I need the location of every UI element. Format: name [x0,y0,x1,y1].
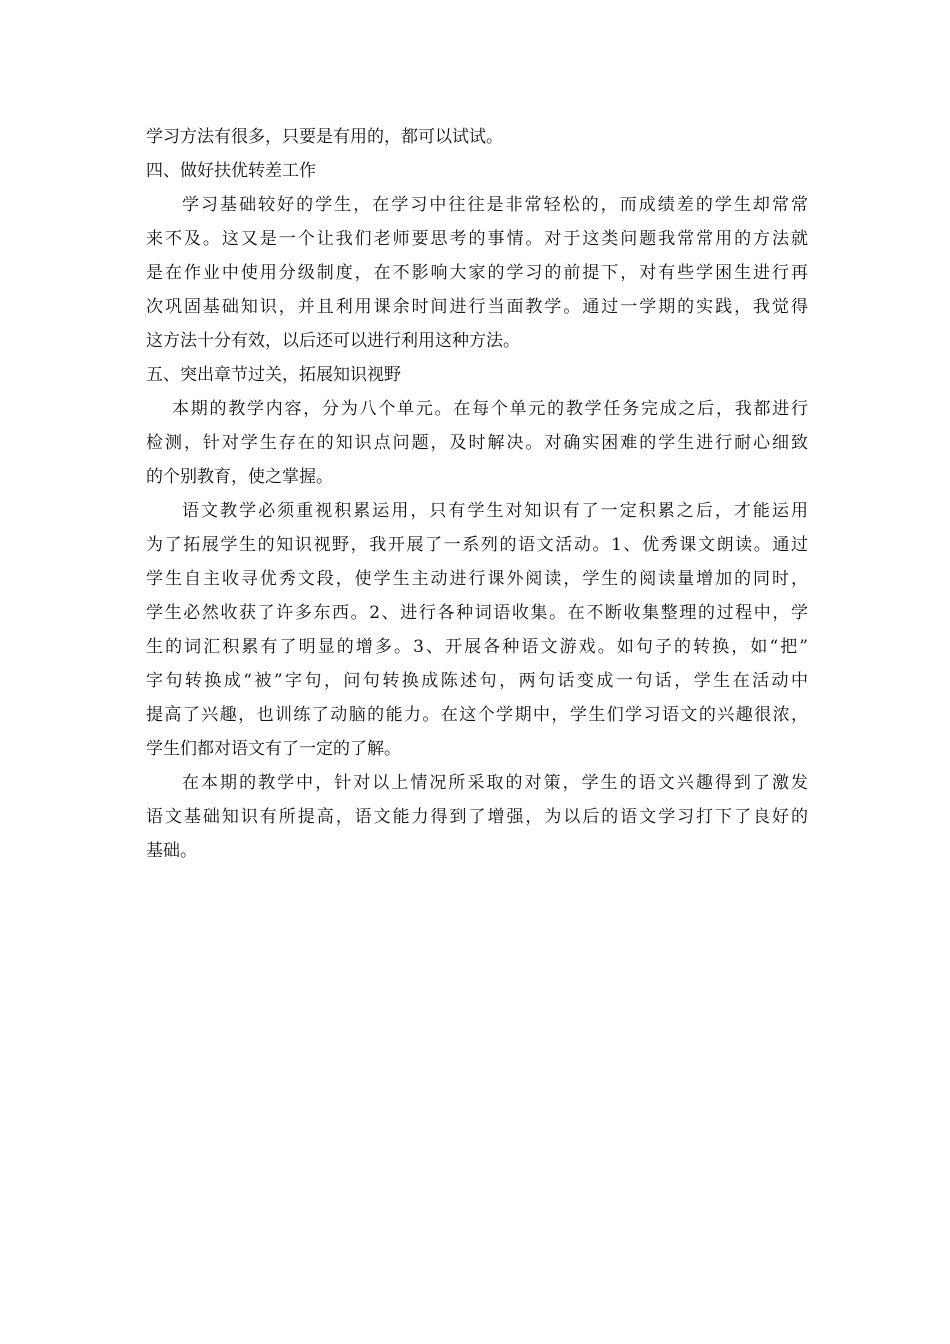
text-line: 字句转换成“被”字句，问句转换成陈述句，两句话变成一句话，学生在活动中 [146,671,808,691]
text-line: 这方法十分有效，以后还可以进行利用这种方法。 [146,331,520,351]
document-body [146,120,808,868]
text-line: 在本期的教学中，针对以上情况所采取的对策，学生的语文兴趣得到了激发 [182,773,808,793]
text-line: 的个别教育，使之掌握。 [146,467,333,487]
text-line: 学习方法有很多，只要是有用的，都可以试试。 [146,127,503,147]
section-heading: 五、突出章节过关，拓展知识视野 [146,365,401,385]
text-line: 为了拓展学生的知识视野，我开展了一系列的语文活动。1、优秀课文朗读。通过 [146,535,808,555]
text-line: 语文教学必须重视积累运用，只有学生对知识有了一定积累之后，才能运用 [182,501,808,521]
text-line: 次巩固基础知识，并且利用课余时间进行当面教学。通过一学期的实践，我觉得 [146,297,808,317]
text-line: 语文基础知识有所提高，语文能力得到了增强，为以后的语文学习打下了良好的 [146,807,808,827]
section-heading: 四、做好扶优转差工作 [146,161,316,181]
text-line: 提高了兴趣，也训练了动脑的能力。在这个学期中，学生们学习语文的兴趣很浓， [146,705,808,725]
text-line: 基础。 [146,841,197,861]
text-line: 本期的教学内容，分为八个单元。在每个单元的教学任务完成之后，我都进行 [172,399,808,419]
text-line: 学生自主收寻优秀文段，使学生主动进行课外阅读，学生的阅读量增加的同时， [146,569,808,589]
text-line: 学生必然收获了许多东西。2、进行各种词语收集。在不断收集整理的过程中，学 [146,603,808,623]
text-line: 学习基础较好的学生，在学习中往往是非常轻松的，而成绩差的学生却常常 [182,195,808,215]
text-line: 检测，针对学生存在的知识点问题，及时解决。对确实困难的学生进行耐心细致 [146,433,808,453]
text-line: 生的词汇积累有了明显的增多。3、开展各种语文游戏。如句子的转换，如“把” [146,637,808,657]
text-line: 来不及。这又是一个让我们老师要思考的事情。对于这类问题我常常用的方法就 [146,229,808,249]
text-line: 学生们都对语文有了一定的了解。 [146,739,401,759]
text-line: 是在作业中使用分级制度，在不影响大家的学习的前提下，对有些学困生进行再 [146,263,808,283]
